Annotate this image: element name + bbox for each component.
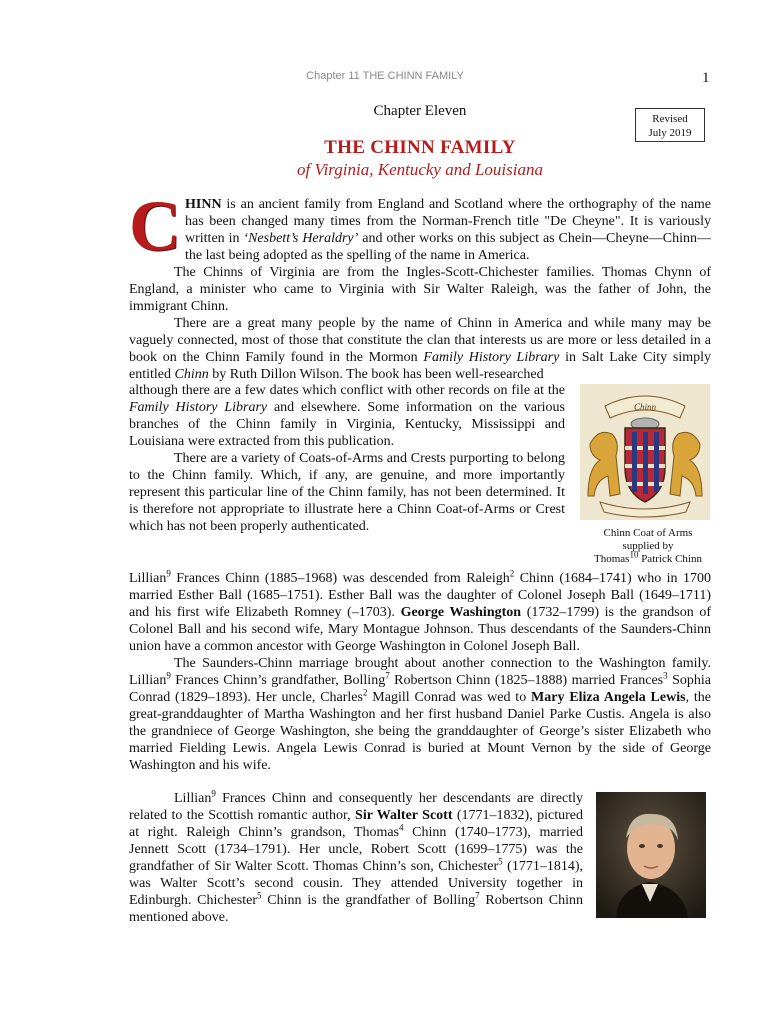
generation-number: 9 (211, 788, 216, 799)
text-run: (1771–1832), pictured at right. Raleigh Chinn’s grandson, Thomas (129, 808, 583, 840)
generation-number: 9 (166, 670, 171, 681)
text-run: Magill Conrad was wed to (367, 690, 532, 705)
book-title: ‘Nesbett’s Heraldry’ (243, 231, 359, 246)
coat-shield-pale (643, 432, 648, 494)
person-name: Mary Eliza Angela Lewis (531, 690, 686, 705)
library-name: Family History Library (129, 400, 268, 415)
text-run: The Saunders-Chinn marriage brought about another connection to the Washington family. Lillian (129, 656, 711, 688)
intro-block (129, 186, 711, 383)
text-run: by Ruth Dillon Wilson. The book has been well-researched (208, 367, 544, 382)
generation-number: 5 (498, 856, 503, 867)
chapter-title: THE CHINN FAMILY (324, 137, 516, 158)
text-run: (1771–1814), was Walter Scott’s second cousin. They attended University together in Edinburgh. Chichester (129, 859, 583, 908)
generation-number: 4 (399, 822, 404, 833)
portrait-eye (657, 844, 663, 848)
text-run: Frances Chinn and consequently her descendants are directly related to the Scottish romantic author, (129, 791, 583, 823)
text-run: Patrick Chinn (638, 553, 702, 565)
paragraph-saunders-chinn (129, 655, 711, 774)
text-run: Lillian (129, 571, 167, 586)
text-run: Frances Chinn’s grandfather, Bolling (170, 673, 386, 688)
lead-word: HINN (185, 197, 222, 212)
text-run: , the great-granddaughter of Martha Washington and her first husband Daniel Parke Custis. Angela is also the grandniece of George Washington, she being the granddaughter of George’s sister Elizabeth who married Fielding Lewis. Angela Lewis Conrad is buried at Mount Vernon by the side of George Washington and his wife. (129, 690, 712, 773)
generation-number: 3 (663, 670, 668, 681)
text-run: There are a great many people by the name of Chinn in America and while many may be vaguely connected, most of those that constitute the clan that interests us are more or less detailed in a book on the Chinn Family found in the Mormon (129, 316, 711, 365)
generation-number: 9 (166, 568, 171, 579)
text-run: Frances Chinn (1885–1968) was descended from Raleigh (170, 571, 510, 586)
text-run: The Chinns of Virginia are from the Ingles-Scott-Chichester families. Thomas Chynn of England, a minister who came to Virginia with Sir Walter Raleigh, was the father of John, the immigrant Chinn. (129, 265, 711, 314)
generation-number: 7 (385, 670, 390, 681)
paragraph-virginia (129, 264, 711, 315)
text-run: Chinn (1740–1773), married Jennett Scott (1734–1791). Her uncle, Robert Scott (1699–1775) was the grandfather of Sir Walter Scott. Thomas Chinn’s son, Chichester (129, 825, 583, 874)
paragraph-book (129, 315, 711, 383)
coat-caption-line: Chinn Coat of Arms (603, 527, 693, 539)
text-run: is an ancient family from England and Scotland where the orthography of the name has been changed many times from the Norman-French title "De Cheyne". It is variously written in (185, 197, 711, 246)
text-run: although there are a few dates which conflict with other records on file at the (129, 383, 565, 398)
library-name: Family History Library (423, 350, 560, 365)
text-run: There are a variety of Coats-of-Arms and Crests purporting to belong to the Chinn family. Which, if any, are genuine, and more importantly represent this particular line of the Chinn family, has not been determined. It is therefore not appropriate to illustrate here a Chinn Coat-of-Arms or Crest which has not been properly authenticated. (129, 451, 565, 534)
coat-caption (580, 527, 716, 566)
text-run: Lillian (174, 791, 212, 806)
text-run: Chinn is the grandfather of Bolling (261, 893, 476, 908)
walter-scott-portrait-image (596, 792, 706, 918)
generation-number: 2 (509, 568, 515, 579)
coat-banner-text: Chinn (633, 402, 657, 412)
revised-date: July 2019 (648, 127, 692, 139)
drop-cap: C (129, 186, 181, 266)
coat-caption-line: supplied by (622, 540, 674, 552)
running-header: Chapter 11 THE CHINN FAMILY (306, 70, 464, 82)
text-run: and elsewhere. Some information on the various branches of the Chinn family in Virginia, Kentucky, Mississippi and Louisiana were extracted from this publication. (129, 400, 565, 449)
coat-side-block (129, 382, 565, 535)
chapter-subtitle: of Virginia, Kentucky and Louisiana (296, 160, 543, 179)
page-number: 1 (702, 70, 710, 86)
paragraph-walter-scott (129, 790, 583, 926)
coat-of-arms-image (580, 384, 710, 520)
book-title: Chinn (174, 367, 209, 382)
text-run: and other works on this subject as Chein—Cheyne—Chinn—the last being adopted as the spelling of the name in America. (185, 231, 711, 263)
portrait-eye (639, 844, 645, 848)
person-name: Sir Walter Scott (355, 808, 453, 823)
text-run: Sophia Conrad (1829–1893). Her uncle, Charles (129, 673, 711, 705)
paragraph-lillian-ball (129, 570, 711, 655)
generation-number: 2 (362, 687, 368, 698)
text-run: (1732–1799) is the grandson of Colonel Ball and his second wife, Mary Montague Johnson. Thus descendants of the Saunders-Chinn union have a common ancestor with George Washington in Colonel Joseph Ball. (129, 605, 711, 654)
generation-number: 5 (257, 890, 262, 901)
revised-label: Revised (652, 113, 688, 125)
paragraph-origin (129, 186, 711, 266)
text-run: Robertson Chinn (1825–1888) married Frances (389, 673, 664, 688)
coat-shield-pale (632, 432, 637, 492)
text-run: Chinn (1684–1741) who in 1700 married Esther Ball (1685–1751). Esther Ball was the daughter of Colonel Joseph Ball (1649–1711) and his first wife Elizabeth Romney (–1703). (129, 571, 711, 620)
text-run: in Salt Lake City simply entitled (129, 350, 711, 382)
paragraph-records (129, 382, 565, 450)
coat-shield-pale (654, 432, 659, 492)
text-run: Robertson Chinn mentioned above. (129, 893, 583, 925)
scott-side-block (129, 790, 583, 926)
paragraph-coats (129, 450, 565, 535)
chapter-label: Chapter Eleven (373, 103, 467, 119)
person-name: George Washington (400, 605, 522, 620)
text-run: Thomas (593, 553, 630, 565)
coat-caption-line (580, 549, 716, 566)
generation-number: 10 (629, 549, 639, 560)
generation-number: 7 (475, 890, 480, 901)
washington-block (129, 570, 711, 774)
